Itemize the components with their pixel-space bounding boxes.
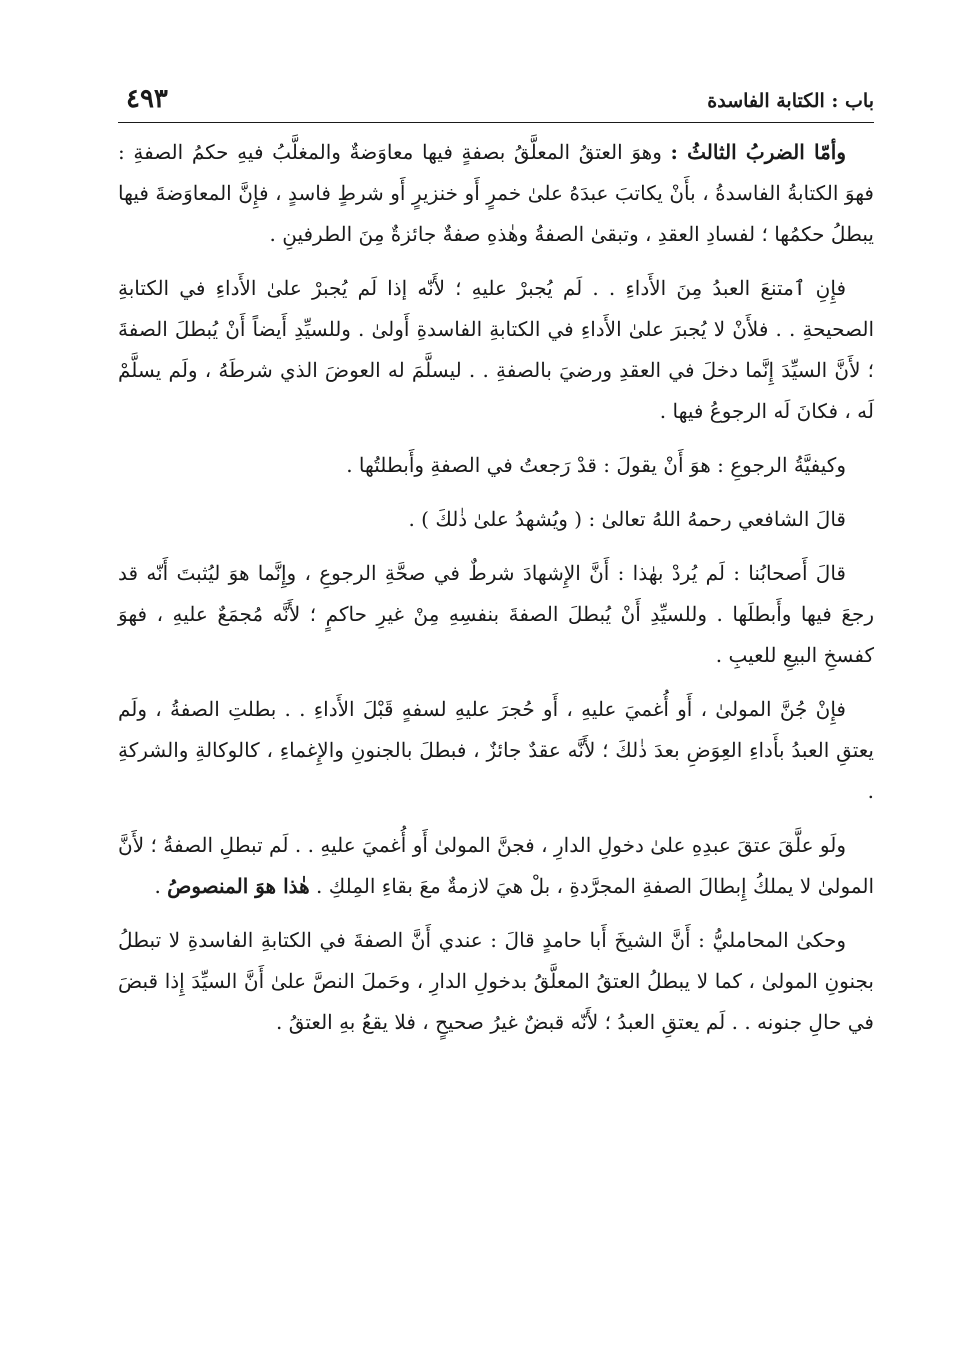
paragraph-text: وحكىٰ المحامليُّ : أَنَّ الشيخَ أَبا حامدٍ قالَ : عندي أَنَّ الصفةَ في الكتابةِ الفاسدةِ لا تبطلُ بجنونِ المولىٰ ، كما لا يبطلُ العتقُ المعلَّقُ بدخولِ الدارِ ، وحَملَ النصَّ علىٰ أَنَّ السيِّدَ إِذا قبضَ في حالِ جنونه . . لَم يعتقِ العبدُ ؛ لأَنّه قبضٌ غيرُ صحيحٍ ، فلا يقعُ بهِ العتقُ . — [118, 928, 874, 1034]
paragraph-text: قالَ الشافعي رحمهُ اللهُ تعالىٰ : ( ويُشهدُ علىٰ ذٰلكَ ) . — [408, 507, 846, 531]
running-header — [118, 80, 874, 120]
paragraph-text: فإِنْ جُنَّ المولىٰ ، أَو أُغميَ عليهِ ، أَو حُجرَ عليهِ لسفهٍ قَبْلَ الأَداءِ . . بطلتِ الصفةُ ، ولَم يعتقِ العبدُ بأَداءِ العِوَضِ بعدَ ذٰلكَ ؛ لأَنَّه عقدٌ جائزٌ ، فبطلَ بالجنونِ والإِغماءِ ، كالوكالةِ والشركةِ . — [118, 697, 874, 803]
paragraph — [118, 445, 874, 486]
page-number: ٤٩٣ — [126, 84, 168, 114]
section-lead: وأمّا الضربُ الثالثُ : — [670, 140, 847, 164]
paragraph-text: قالَ أَصحابُنا : لَم يُردْ بهٰذا : أَنَّ الإِشهادَ شرطٌ في صحَّةِ الرجوعِ ، وإِنَّما هوَ ليُثبتَ أَنّه قد رجعَ فيها وأَبطلَها . وللسيِّدِ أَنْ يُبطلَ الصفةَ بنفسِهِ مِنْ غيرِ حاكمٍ ؛ لأَنَّه مُجمَعٌ عليهِ ، فهوَ كفسخِ البيعِ للعيبِ . — [118, 561, 874, 667]
paragraph-tail: . — [154, 874, 168, 898]
header-rule — [118, 122, 874, 123]
emphasis-note: هٰذا هوَ المنصوصُ — [167, 874, 310, 898]
paragraph-text: ولَو علَّقَ عتقَ عبدِهِ علىٰ دخولِ الدارِ ، فجنَّ المولىٰ أَو أُغميَ عليهِ . . لَم تبطلِ الصفةُ ؛ لأَنَّ المولىٰ لا يملكُ إِبطالَ الصفةِ المجرَّدةِ ، بلْ هيَ لازمةٌ معَ بقاءِ المِلكِ . — [118, 833, 874, 898]
paragraph — [118, 825, 874, 907]
paragraph — [118, 499, 874, 540]
paragraph-text: وكيفيَّةُ الرجوعِ : هوَ أَنْ يقولَ : قدْ رَجعتُ في الصفةِ وأَبطلتُها . — [346, 453, 846, 477]
paragraph — [118, 132, 874, 255]
paragraph — [118, 553, 874, 676]
paragraph-text: وهوَ العتقُ المعلَّقُ بصفةٍ فيها معاوَضةٌ والمغلَّبُ فيهِ حكمُ الصفةِ : فهوَ الكتابةُ الفاسدةُ ، بأَنْ يكاتبَ عبدَهُ علىٰ خمرٍ أَو خنزيرٍ أَو شرطٍ فاسدٍ ، فإِنَّ المعاوَضةَ فيها يبطلُ حكمُها ؛ لفسادِ العقدِ ، وتبقىٰ الصفةُ وهٰذهِ صفةٌ جائزةٌ مِنَ الطرفينِ . — [118, 140, 874, 246]
paragraph — [118, 689, 874, 812]
paragraph — [118, 920, 874, 1043]
page-body — [118, 132, 874, 1056]
paragraph — [118, 268, 874, 432]
chapter-title: باب : الكتابة الفاسدة — [707, 90, 874, 112]
paragraph-text: فإِنِ ٱمتنعَ العبدُ مِنَ الأَداءِ . . لَم يُجبرْ عليهِ ؛ لأَنّه إذا لَم يُجبرْ علىٰ الأَداءِ في الكتابةِ الصحيحةِ . . فلأَنْ لا يُجبرَ علىٰ الأَداءِ في الكتابةِ الفاسدةِ أَولىٰ . وللسيِّدِ أَيضاً أَنْ يُبطلَ الصفةَ ؛ لأَنَّ السيِّدَ إِنَّما دخلَ في العقدِ ورضيَ بالصفةِ . . ليسلَّمَ له العوضَ الذي شرطَهُ ، ولَم يسلَّمْ لَه ، فكانَ لَه الرجوعُ فيها . — [118, 276, 874, 423]
